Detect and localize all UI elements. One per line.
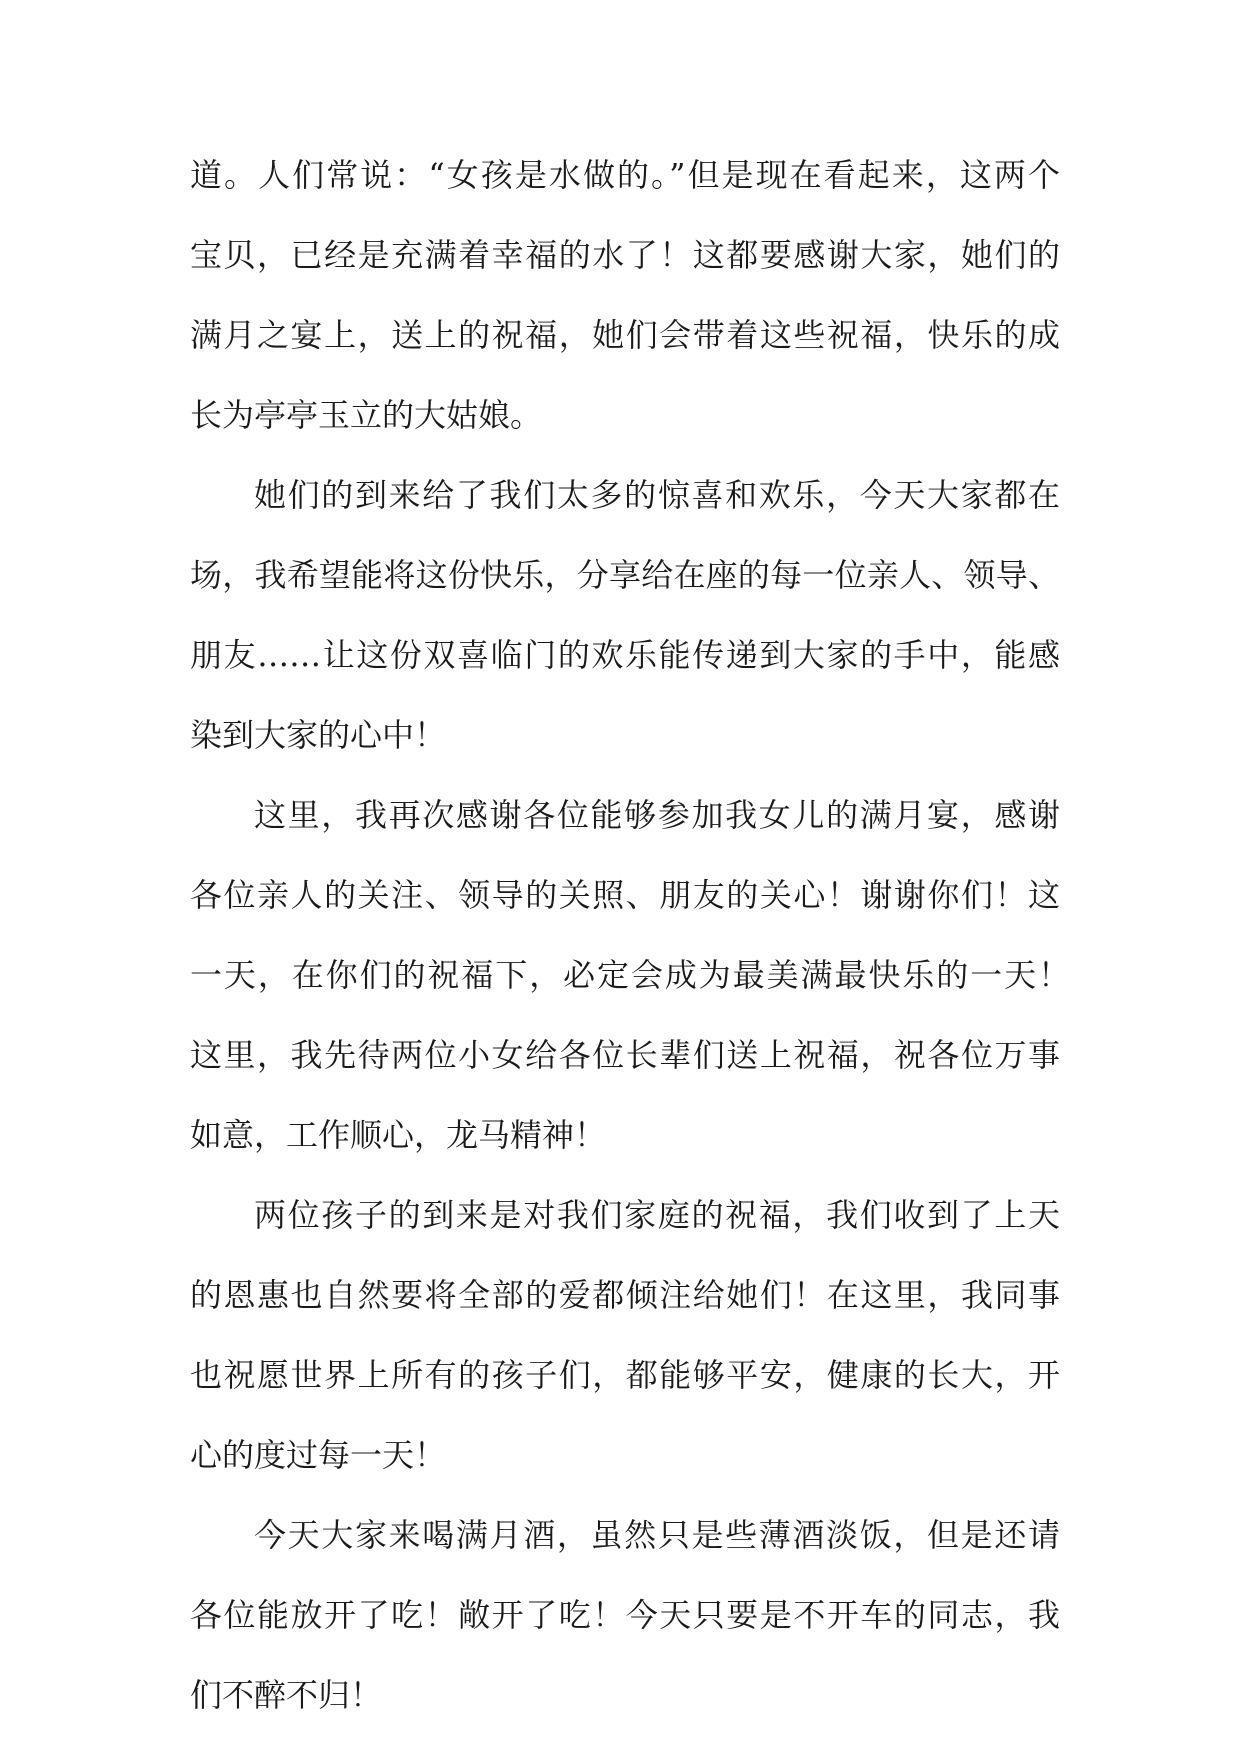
paragraph-line: 心的度过每一天！ — [190, 1436, 447, 1474]
paragraph-1 — [190, 155, 1060, 435]
paragraph-line: 朋友……让这份双喜临门的欢乐能传递到大家的手中，能感 — [190, 636, 1060, 674]
paragraph-3 — [190, 795, 1070, 1155]
paragraph-4 — [190, 1195, 1060, 1475]
paragraph-line: 的恩惠也自然要将全部的爱都倾注给她们！在这里，我同事 — [190, 1276, 1060, 1314]
paragraph-line: 们不醉不归！ — [190, 1676, 383, 1714]
paragraph-line: 满月之宴上，送上的祝福，她们会带着这些祝福，快乐的成 — [190, 316, 1060, 354]
paragraph-line: 长为亭亭玉立的大姑娘。 — [190, 396, 543, 434]
paragraph-line: 这里，我再次感谢各位能够参加我女儿的满月宴，感谢 — [254, 796, 1060, 834]
paragraph-line: 如意，工作顺心，龙马精神！ — [190, 1116, 607, 1154]
paragraph-line: 今天大家来喝满月酒，虽然只是些薄酒淡饭，但是还请 — [254, 1516, 1060, 1554]
paragraph-2 — [190, 475, 1060, 755]
paragraph-line: 各位能放开了吃！敞开了吃！今天只要是不开车的同志，我 — [190, 1596, 1060, 1634]
paragraph-line: 道。人们常说：“女孩是水做的。”但是现在看起来，这两个 — [190, 156, 1060, 194]
paragraph-line: 场，我希望能将这份快乐，分享给在座的每一位亲人、领导、 — [190, 556, 1060, 594]
paragraph-line: 染到大家的心中！ — [190, 716, 447, 754]
paragraph-5 — [190, 1515, 1060, 1715]
paragraph-line: 这里，我先待两位小女给各位长辈们送上祝福，祝各位万事 — [190, 1036, 1060, 1074]
paragraph-line: 宝贝，已经是充满着幸福的水了！这都要感谢大家，她们的 — [190, 236, 1060, 274]
paragraph-line: 她们的到来给了我们太多的惊喜和欢乐，今天大家都在 — [254, 476, 1060, 514]
paragraph-line: 各位亲人的关注、领导的关照、朋友的关心！谢谢你们！这 — [190, 876, 1060, 914]
paragraph-line: 两位孩子的到来是对我们家庭的祝福，我们收到了上天 — [254, 1196, 1060, 1234]
paragraph-line: 一天，在你们的祝福下，必定会成为最美满最快乐的一天！ — [190, 956, 1070, 994]
paragraph-line: 也祝愿世界上所有的孩子们，都能够平安，健康的长大，开 — [190, 1356, 1060, 1394]
document-body — [190, 155, 1070, 1755]
